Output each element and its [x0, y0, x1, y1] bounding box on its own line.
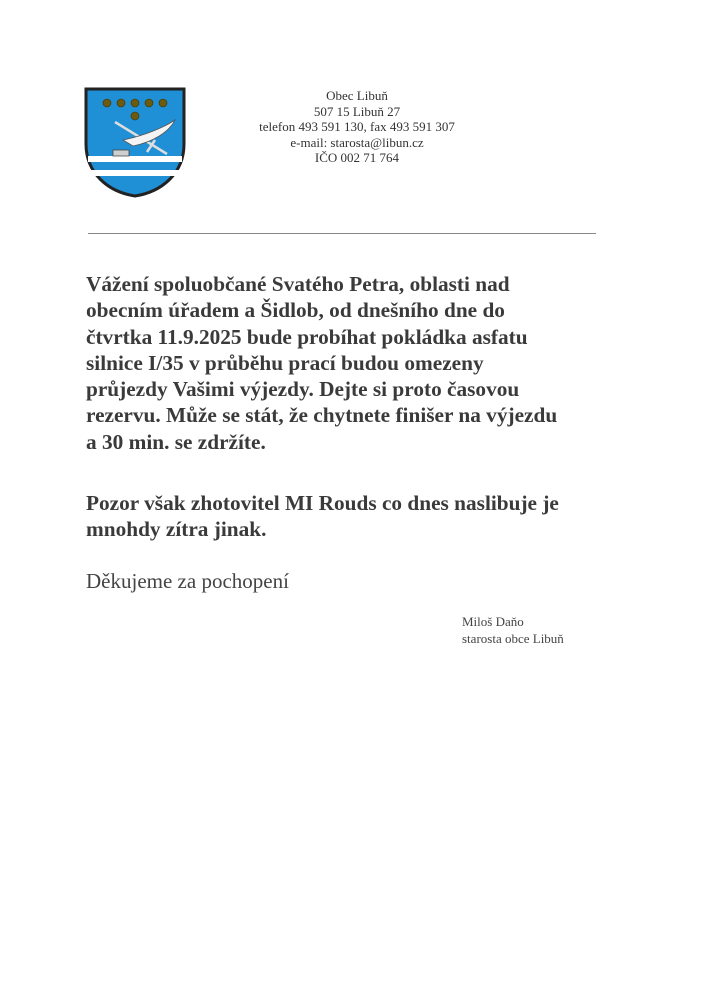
text-line: průjezdy Vašimi výjezdy. Dejte si proto časovou — [86, 377, 520, 402]
text-line: mnohdy zítra jinak. — [86, 517, 267, 542]
notice-paragraph-1 — [86, 271, 557, 455]
text-line: a 30 min. se zdržíte. — [86, 429, 266, 454]
municipality-name: Obec Libuň — [326, 88, 388, 103]
phone-fax: telefon 493 591 130, fax 493 591 307 — [259, 119, 455, 134]
signatory-name: Miloš Daňo — [462, 614, 524, 629]
text-line: čtvrtka 11.9.2025 bude probíhat pokládka asfatu — [86, 324, 528, 349]
thanks-line: Děkujeme za pochopení — [86, 569, 289, 593]
coat-of-arms-icon — [83, 86, 187, 198]
header-divider — [88, 233, 596, 234]
text-line: Pozor však zhotovitel MI Rouds co dnes naslibuje je — [86, 491, 559, 515]
signature-block — [462, 613, 564, 647]
letterhead — [232, 88, 482, 166]
text-line: obecním úřadem a Šidlob, od dnešního dne do — [86, 298, 505, 323]
company-id: IČO 002 71 764 — [314, 150, 400, 165]
text-line: Vážení spoluobčané Svatého Petra, oblasti nad — [86, 272, 510, 296]
text-line: rezervu. Může se stát, že chytnete finišer na výjezdu — [86, 403, 558, 428]
text-line: silnice I/35 v průběhu prací budou omezeny — [86, 350, 484, 375]
address: 507 15 Libuň 27 — [313, 103, 401, 119]
email: e-mail: starosta@libun.cz — [290, 134, 424, 150]
notice-paragraph-2 — [86, 490, 559, 543]
signatory-title: starosta obce Libuň — [462, 631, 564, 646]
